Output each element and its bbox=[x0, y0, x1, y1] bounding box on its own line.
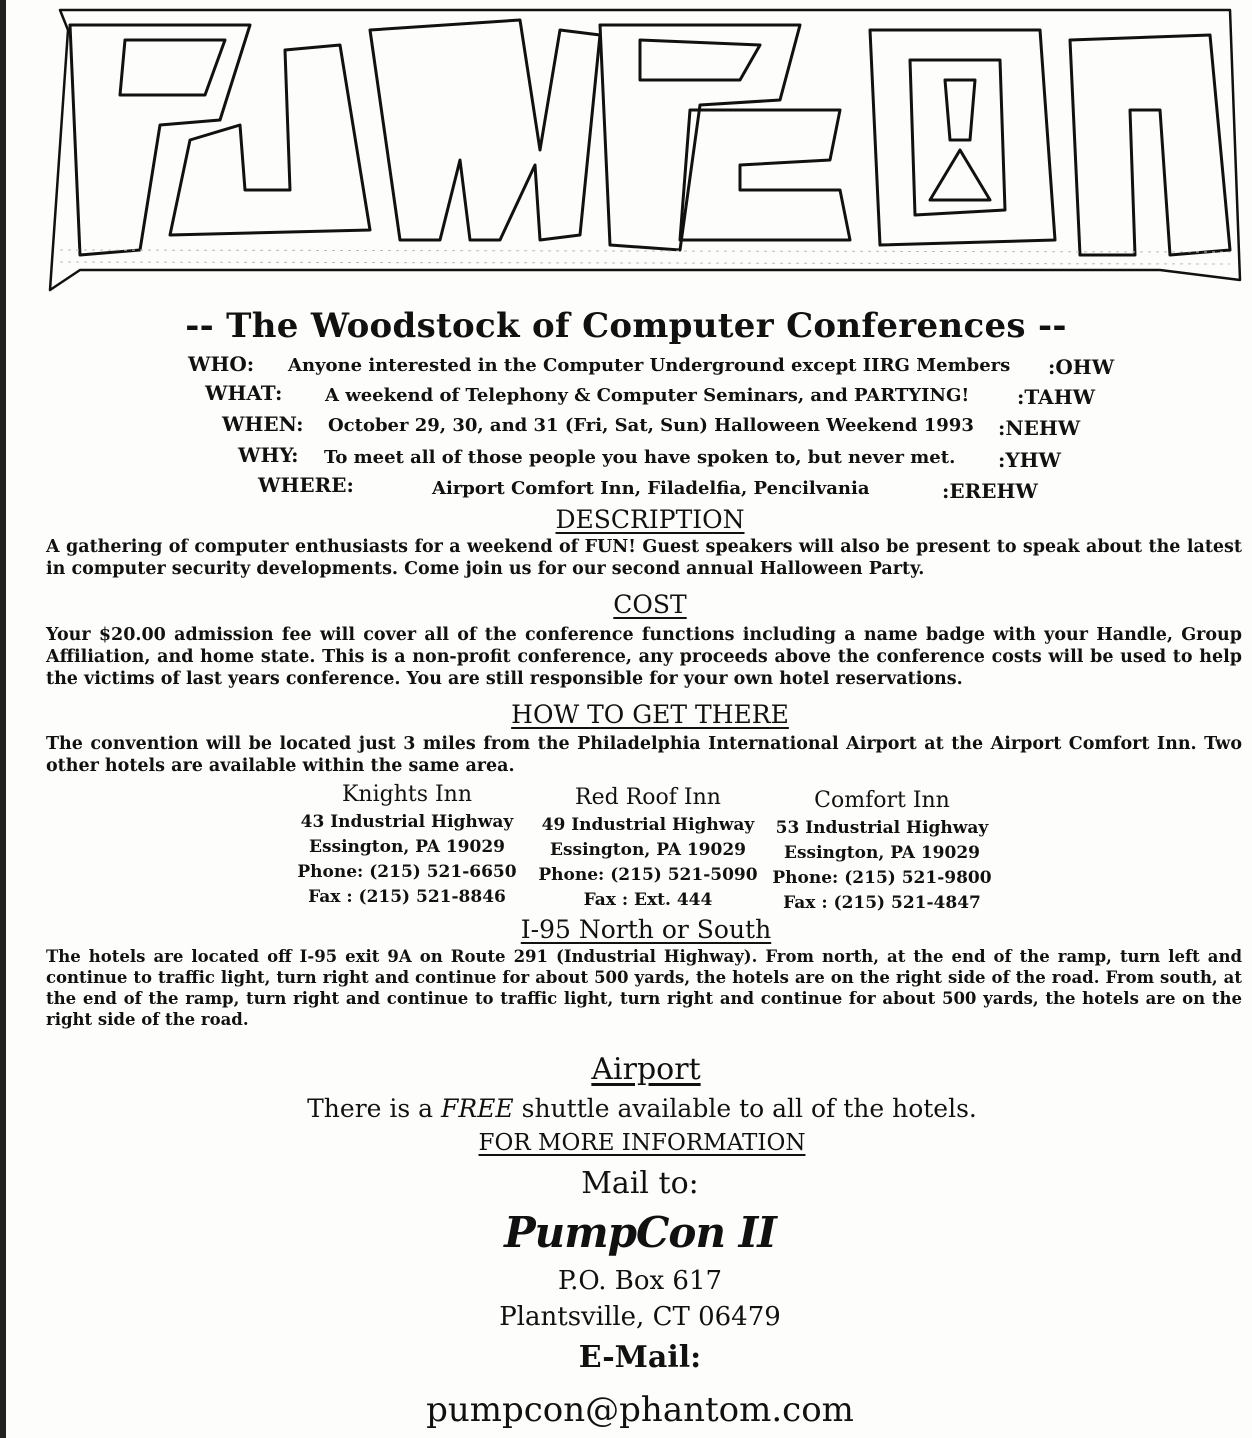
who-label: WHO: bbox=[188, 352, 255, 376]
po-box: P.O. Box 617 bbox=[557, 1266, 723, 1296]
subtitle: -- The Woodstock of Computer Conferences -- bbox=[185, 306, 1067, 346]
hotel-red-roof-inn bbox=[533, 783, 763, 913]
org-name: PumpCon II bbox=[504, 1208, 776, 1257]
cost-heading: COST bbox=[613, 590, 687, 619]
where-label: WHERE: bbox=[258, 473, 354, 497]
description-heading: DESCRIPTION bbox=[555, 505, 745, 534]
hotel-phone: Phone: (215) 521-6650 bbox=[297, 862, 517, 882]
hotel-fax: Fax : (215) 521-8846 bbox=[308, 887, 506, 907]
airport-text-before: There is a bbox=[307, 1094, 442, 1123]
hotel-name: Red Roof Inn bbox=[575, 785, 721, 810]
what-reversed: :TAHW bbox=[1017, 385, 1096, 409]
where-text: Airport Comfort Inn, Filadelfia, Pencilvania bbox=[432, 478, 870, 499]
cost-text: Your $20.00 admission fee will cover all of the conference functions including a name badge with your Handle, Group Affiliation, and home state. This is a non-profit conference, any proceeds above the conference costs will be used to help the victims of last years conference. You are still responsible for your own hotel reservations. bbox=[46, 625, 1242, 689]
hotel-comfort-inn bbox=[767, 786, 997, 916]
when-reversed: :NEHW bbox=[998, 416, 1081, 440]
hotel-phone: Phone: (215) 521-5090 bbox=[538, 865, 758, 885]
directions-text: The convention will be located just 3 miles from the Philadelphia International Airport at the Airport Comfort Inn. Two other hotels are available within the same area. bbox=[46, 734, 1242, 776]
hotel-address: 49 Industrial Highway bbox=[541, 815, 755, 835]
hotel-city: Essington, PA 19029 bbox=[784, 843, 980, 863]
who-reversed: :OHW bbox=[1048, 355, 1115, 379]
directions-heading: HOW TO GET THERE bbox=[511, 700, 789, 729]
who-text: Anyone interested in the Computer Underground except IIRG Members bbox=[288, 355, 1011, 376]
hotel-city: Essington, PA 19029 bbox=[309, 837, 505, 857]
when-label: WHEN: bbox=[222, 412, 304, 436]
why-text: To meet all of those people you have spoken to, but never met. bbox=[324, 447, 956, 468]
hotel-city: Essington, PA 19029 bbox=[550, 840, 746, 860]
hotel-fax: Fax : (215) 521-4847 bbox=[783, 893, 981, 913]
scan-edge bbox=[0, 0, 6, 1438]
what-text: A weekend of Telephony & Computer Seminars, and PARTYING! bbox=[325, 385, 970, 406]
airport-heading: Airport bbox=[591, 1052, 701, 1087]
i95-text: The hotels are located off I-95 exit 9A on Route 291 (Industrial Highway). From north, at the end of the ramp, turn left and continue to traffic light, turn right and continue for about 500 yards, the hotels are on the right side of the road. From south, at the end of the ramp, turn right and continue to traffic light, turn right and continue for about 500 yards, the hotels are on the right side of the road. bbox=[46, 947, 1242, 1029]
city-state-zip: Plantsville, CT 06479 bbox=[499, 1302, 781, 1332]
what-label: WHAT: bbox=[205, 381, 283, 405]
hotel-address: 53 Industrial Highway bbox=[775, 818, 989, 838]
airport-shuttle-line bbox=[16, 1094, 1252, 1123]
why-label: WHY: bbox=[238, 443, 299, 467]
email-label: E-Mail: bbox=[578, 1340, 702, 1375]
pumpcon-logo bbox=[40, 0, 1252, 300]
where-reversed: :EREHW bbox=[942, 479, 1038, 503]
i95-heading: I-95 North or South bbox=[520, 915, 772, 944]
why-reversed: :YHW bbox=[998, 448, 1062, 472]
mail-to-label: Mail to: bbox=[581, 1166, 699, 1201]
airport-text-free: FREE bbox=[441, 1094, 514, 1123]
hotel-name: Knights Inn bbox=[341, 782, 473, 807]
hotel-phone: Phone: (215) 521-9800 bbox=[772, 868, 992, 888]
hotel-fax: Fax : Ext. 444 bbox=[583, 890, 713, 910]
hotel-knights-inn bbox=[292, 780, 522, 910]
hotel-name: Comfort Inn bbox=[814, 788, 950, 813]
more-info-heading: FOR MORE INFORMATION bbox=[478, 1130, 806, 1156]
hotel-address: 43 Industrial Highway bbox=[300, 812, 514, 832]
email-address: pumpcon@phantom.com bbox=[426, 1390, 854, 1430]
description-text: A gathering of computer enthusiasts for a weekend of FUN! Guest speakers will also be present to speak about the latest in computer security developments. Come join us for our second annual Halloween Party. bbox=[46, 537, 1242, 579]
when-text: October 29, 30, and 31 (Fri, Sat, Sun) Halloween Weekend 1993 bbox=[328, 415, 974, 436]
airport-text-after: shuttle available to all of the hotels. bbox=[513, 1094, 977, 1123]
